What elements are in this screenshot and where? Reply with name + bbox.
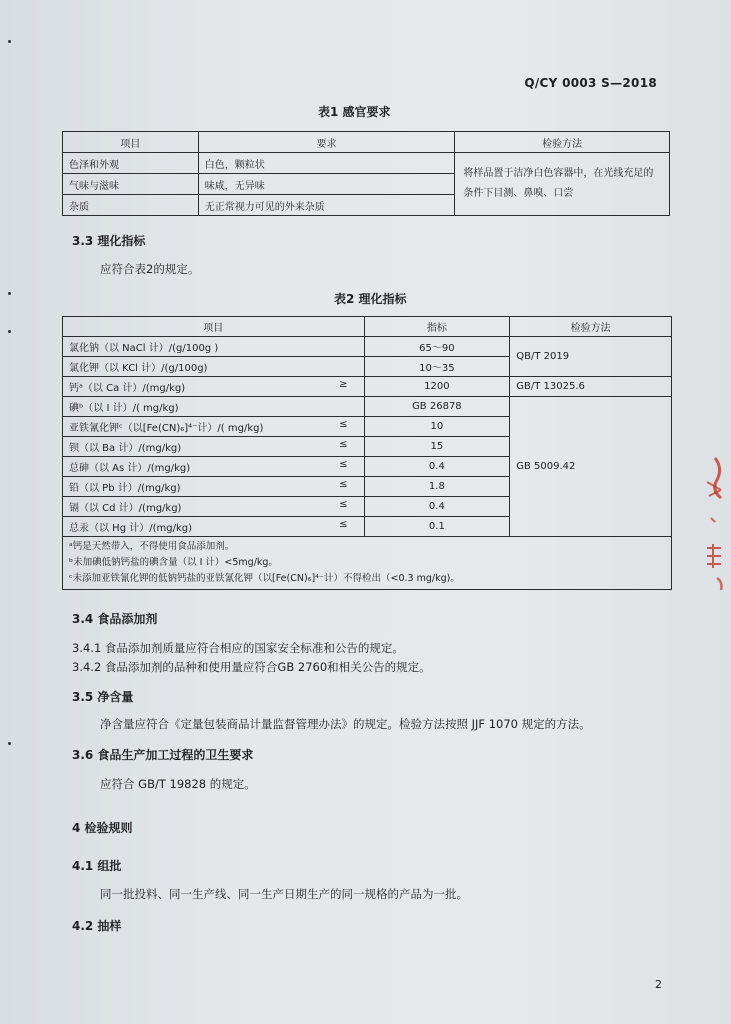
item-cell — [63, 497, 365, 517]
item-cell — [63, 517, 365, 537]
item-cell — [63, 377, 365, 397]
section-3-4-heading: 3.4 食品添加剂 — [72, 612, 158, 626]
item-cell — [63, 417, 365, 437]
section-4-2-heading: 4.2 抽样 — [72, 919, 122, 933]
table-note: ᵇ未加碘低钠钙盐的碘含量（以 I 计）<5mg/kg。 — [69, 557, 278, 568]
section-3-5-heading: 3.5 净含量 — [72, 690, 134, 704]
comparator: ≤ — [339, 519, 348, 530]
item-cell — [63, 437, 365, 457]
col-header: 指标 — [364, 317, 510, 337]
table-notes-row — [63, 537, 672, 590]
table-note: ᶜ未添加亚铁氰化钾的低钠钙盐的亚铁氰化钾（以[Fe(CN)₆]⁴⁻计）不得检出（<0.3 mg/kg)。 — [69, 573, 460, 584]
item-cell: 氯化钠（以 NaCl 计）/(g/100g ) — [63, 337, 365, 357]
item-cell: 杂质 — [63, 195, 199, 216]
value-cell: 0.4 — [364, 457, 510, 477]
item-cell: 碘ᵇ（以 I 计）/( mg/kg) — [63, 397, 365, 417]
section-4-1-heading: 4.1 组批 — [72, 859, 122, 873]
table-header-row — [63, 132, 670, 153]
col-header: 要求 — [198, 132, 455, 153]
table-row — [63, 153, 670, 174]
table-header-row — [63, 317, 672, 337]
section-3-3-text: 应符合表2的规定。 — [100, 262, 200, 276]
table-note: ᵃ钙是天然带入，不得使用食品添加剂。 — [69, 541, 235, 552]
requirement-cell: 白色，颗粒状 — [198, 153, 455, 174]
value-cell: 10～35 — [364, 357, 510, 377]
sensory-requirements-table — [62, 131, 670, 216]
section-3-4-2-text: 3.4.2 食品添加剂的品种和使用量应符合GB 2760和相关公告的规定。 — [72, 660, 431, 674]
value-cell: 0.1 — [364, 517, 510, 537]
col-header: 项目 — [63, 132, 199, 153]
table1-title: 表1 感官要求 — [318, 105, 391, 119]
value-cell: GB 26878 — [364, 397, 510, 417]
section-3-6-text: 应符合 GB/T 19828 的规定。 — [100, 777, 256, 791]
col-header: 项目 — [63, 317, 365, 337]
standard-code: Q/CY 0003 S—2018 — [524, 76, 657, 90]
scan-speck — [8, 40, 11, 43]
requirement-cell: 无正常视力可见的外来杂质 — [198, 195, 455, 216]
item-label: 钙ᵃ（以 Ca 计）/(mg/kg) — [69, 383, 186, 394]
value-cell: 1200 — [364, 377, 510, 397]
scan-speck — [8, 742, 11, 745]
table-row — [63, 397, 672, 417]
item-label: 总汞（以 Hg 计）/(mg/kg) — [69, 523, 192, 534]
value-cell: 1.8 — [364, 477, 510, 497]
item-cell: 色泽和外观 — [63, 153, 199, 174]
method-cell: GB/T 13025.6 — [510, 377, 672, 397]
comparator: ≤ — [339, 479, 348, 490]
section-3-6-heading: 3.6 食品生产加工过程的卫生要求 — [72, 748, 254, 762]
value-cell: 0.4 — [364, 497, 510, 517]
requirement-cell: 味咸，无异味 — [198, 174, 455, 195]
comparator: ≤ — [339, 419, 348, 430]
item-label: 总砷（以 As 计）/(mg/kg) — [69, 463, 191, 474]
item-cell — [63, 477, 365, 497]
section-3-4-1-text: 3.4.1 食品添加剂质量应符合相应的国家安全标准和公告的规定。 — [72, 641, 404, 655]
method-cell: QB/T 2019 — [510, 337, 672, 377]
section-4-1-text: 同一批投料、同一生产线、同一生产日期生产的同一规格的产品为一批。 — [100, 887, 468, 901]
section-3-3-heading: 3.3 理化指标 — [72, 234, 146, 248]
value-cell: 65～90 — [364, 337, 510, 357]
comparator: ≤ — [339, 439, 348, 450]
col-header: 检验方法 — [510, 317, 672, 337]
scan-speck — [8, 330, 11, 333]
section-3-5-text: 净含量应符合《定量包装商品计量监督管理办法》的规定。检验方法按照 JJF 1070 规定的方法。 — [100, 717, 591, 731]
method-cell: GB 5009.42 — [510, 397, 672, 537]
table-row — [63, 377, 672, 397]
table-notes — [63, 537, 672, 590]
table2-title: 表2 理化指标 — [334, 292, 407, 306]
scan-speck — [8, 292, 11, 295]
col-header: 检验方法 — [455, 132, 670, 153]
item-cell: 氯化钾（以 KCl 计）/(g/100g) — [63, 357, 365, 377]
physicochemical-indicators-table — [62, 316, 672, 590]
comparator: ≥ — [339, 379, 348, 390]
item-cell — [63, 457, 365, 477]
item-label: 亚铁氰化钾ᶜ（以[Fe(CN)₆]⁴⁻计）/( mg/kg) — [69, 423, 264, 434]
page-number: 2 — [655, 978, 662, 991]
section-4-heading: 4 检验规则 — [72, 821, 133, 835]
item-label: 镉（以 Cd 计）/(mg/kg) — [69, 503, 182, 514]
red-seal-stamp — [701, 452, 727, 592]
item-label: 钡（以 Ba 计）/(mg/kg) — [69, 443, 182, 454]
method-cell: 将样品置于洁净白色容器中，在光线充足的条件下目测、鼻嗅、口尝 — [455, 153, 670, 216]
item-cell: 气味与滋味 — [63, 174, 199, 195]
table-row — [63, 337, 672, 357]
comparator: ≤ — [339, 459, 348, 470]
value-cell: 15 — [364, 437, 510, 457]
value-cell: 10 — [364, 417, 510, 437]
comparator: ≤ — [339, 499, 348, 510]
item-label: 铅（以 Pb 计）/(mg/kg) — [69, 483, 181, 494]
